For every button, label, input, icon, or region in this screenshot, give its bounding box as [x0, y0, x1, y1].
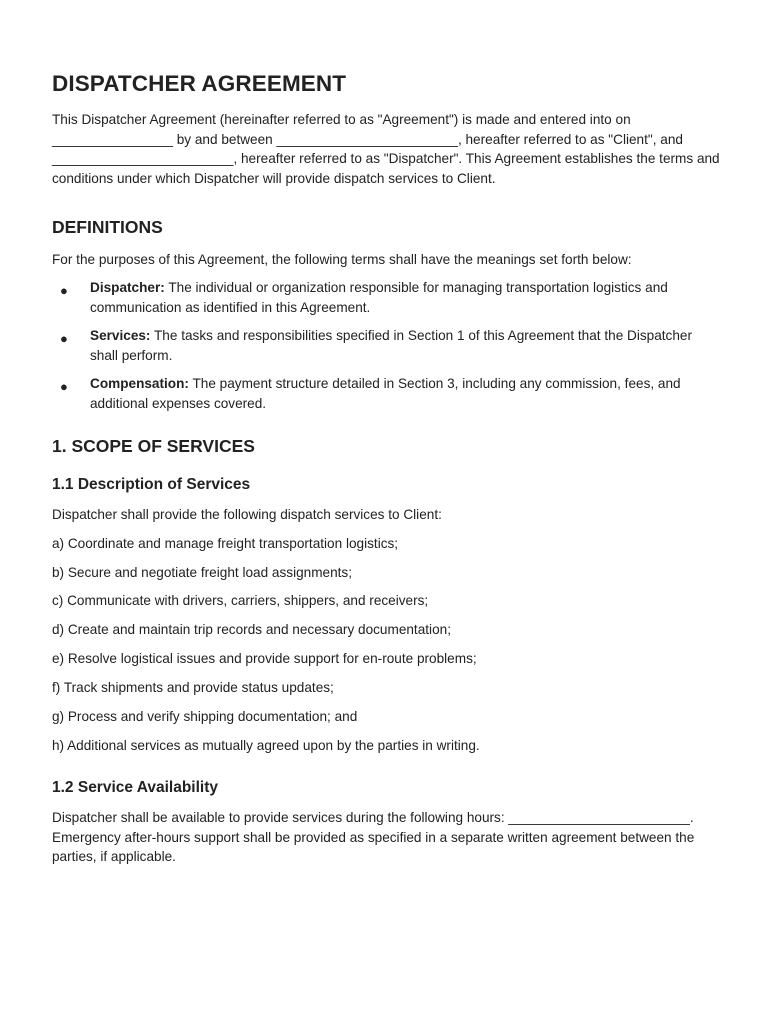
- list-item: c) Communicate with drivers, carriers, shippers, and receivers;: [52, 593, 429, 609]
- definitions-lead: For the purposes of this Agreement, the following terms shall have the meanings set forth below:: [52, 252, 632, 268]
- definition-term: Services:: [90, 328, 151, 344]
- services-list: [52, 534, 720, 756]
- definition-item-dispatcher: [52, 278, 720, 317]
- definition-term: Compensation:: [90, 376, 189, 392]
- definition-text: The payment structure detailed in Section 3, including any commission, fees, and additional expenses covered.: [90, 376, 681, 411]
- service-availability-paragraph: Dispatcher shall be available to provide services during the following hours: ________________________. Emergency after-hours support shall be provided as specified in a separate written agreement between the parties, if applicable.: [52, 810, 695, 865]
- document-title: DISPATCHER AGREEMENT: [52, 71, 347, 96]
- bullet-icon: ●: [60, 331, 68, 347]
- list-item: a) Coordinate and manage freight transportation logistics;: [52, 535, 399, 551]
- list-item: d) Create and maintain trip records and necessary documentation;: [52, 622, 451, 638]
- services-lead: Dispatcher shall provide the following dispatch services to Client:: [52, 506, 442, 522]
- definition-text: The tasks and responsibilities specified in Section 1 of this Agreement that the Dispatcher shall perform.: [90, 328, 693, 363]
- definition-text: The individual or organization responsible for managing transportation logistics and communication as identified in this Agreement.: [90, 279, 668, 315]
- list-item: h) Additional services as mutually agreed upon by the parties in writing.: [52, 738, 480, 754]
- list-item: f) Track shipments and provide status updates;: [52, 680, 334, 696]
- bullet-icon: ●: [60, 379, 68, 395]
- definition-term: Dispatcher:: [90, 279, 165, 295]
- document-page: [52, 70, 720, 867]
- list-item: g) Process and verify shipping documentation; and: [52, 709, 358, 725]
- list-item: b) Secure and negotiate freight load assignments;: [52, 564, 353, 580]
- bullet-icon: ●: [60, 282, 68, 298]
- subsection-1-1-heading: 1.1 Description of Services: [52, 475, 251, 493]
- definition-item-services: [52, 326, 720, 365]
- intro-paragraph: This Dispatcher Agreement (hereinafter referred to as "Agreement") is made and entered into on ________________ by and between ________________________, hereafter referred to as "Client", and ________________________, hereafter referred to as "Dispatcher". This Agreement establishes the terms and conditions under which Dispatcher will provide dispatch services to Client.: [52, 112, 720, 186]
- definition-item-compensation: [52, 374, 720, 413]
- definitions-list: [52, 278, 720, 414]
- section-1-heading: 1. SCOPE OF SERVICES: [52, 435, 255, 456]
- subsection-1-2-heading: 1.2 Service Availability: [52, 779, 219, 796]
- definitions-heading: DEFINITIONS: [52, 217, 163, 238]
- list-item: e) Resolve logistical issues and provide support for en-route problems;: [52, 651, 477, 667]
